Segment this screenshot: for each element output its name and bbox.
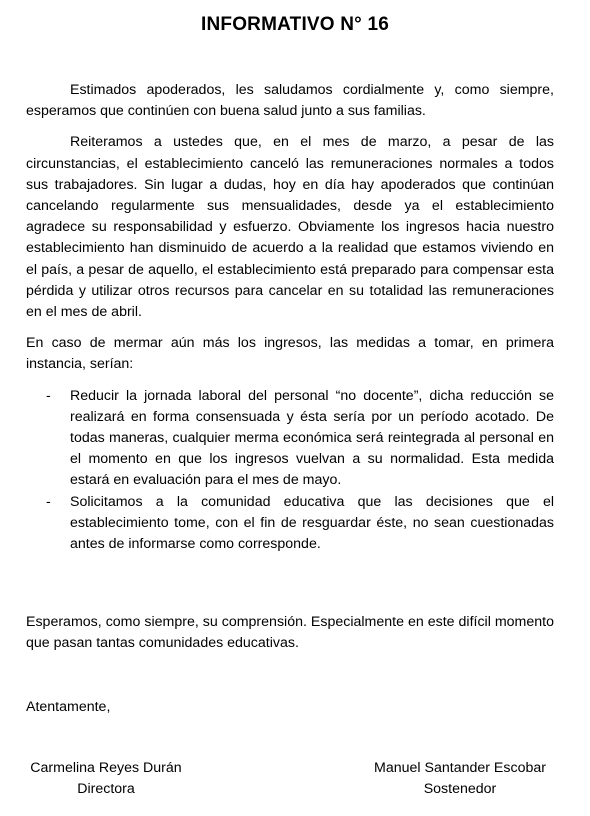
list-item: [26, 386, 554, 492]
measures-intro-paragraph: En caso de mermar aún más los ingresos, las medidas a tomar, en primera instancia, serían:: [26, 335, 554, 373]
document-body: [26, 80, 554, 563]
list-marker: -: [46, 493, 51, 510]
signer-name: Manuel Santander Escobar: [374, 760, 546, 776]
sign-off: Atentamente,: [26, 699, 111, 715]
signer-role: Sostenedor: [423, 781, 497, 797]
list-item-text: Reducir la jornada laboral del personal “no docente”, dicha reducción se realizará en forma consensuada y ésta sería por un período acotado. De todas maneras, cualquier merma económica será reintegrada al personal en el momento en que los ingresos vuelvan a su normalidad. Esta medida estará en evaluación para el mes de mayo.: [70, 387, 554, 489]
measures-list: [26, 386, 554, 556]
signer-directora: [26, 758, 186, 800]
salary-paragraph: Reiteramos a ustedes que, en el mes de marzo, a pesar de las circunstancias, el establecimiento canceló las remuneraciones normales a todos sus trabajadores. Sin lugar a dudas, hoy en día hay apoderados que continúan cancelando regularmente sus mensualidades, desde ya el establecimiento agradece su responsabilidad y esfuerzo. Obviamente los ingresos hacia nuestro establecimiento han disminuido de acuerdo a la realidad que estamos viviendo en el país, a pesar de aquello, el establecimiento está preparado para compensar esta pérdida y utilizar otros recursos para cancelar en su totalidad las remuneraciones en el mes de abril.: [26, 134, 554, 321]
signer-name: Carmelina Reyes Durán: [30, 760, 182, 776]
greeting-paragraph: Estimados apoderados, les saludamos cordialmente y, como siempre, esperamos que continúen con buena salud junto a sus familias.: [26, 82, 554, 120]
list-item-text: Solicitamos a la comunidad educativa que las decisiones que el establecimiento tome, con el fin de resguardar éste, no sean cuestionadas antes de informarse como corresponde.: [70, 493, 554, 553]
signer-role: Directora: [77, 781, 135, 797]
list-item: [26, 492, 554, 556]
signer-sostenedor: [366, 758, 554, 800]
closing-paragraph: Esperamos, como siempre, su comprensión. Especialmente en este difícil momento que pasan tantas comunidades educativas.: [26, 614, 554, 652]
list-marker: -: [46, 387, 51, 404]
document-title: INFORMATIVO N° 16: [201, 14, 389, 35]
